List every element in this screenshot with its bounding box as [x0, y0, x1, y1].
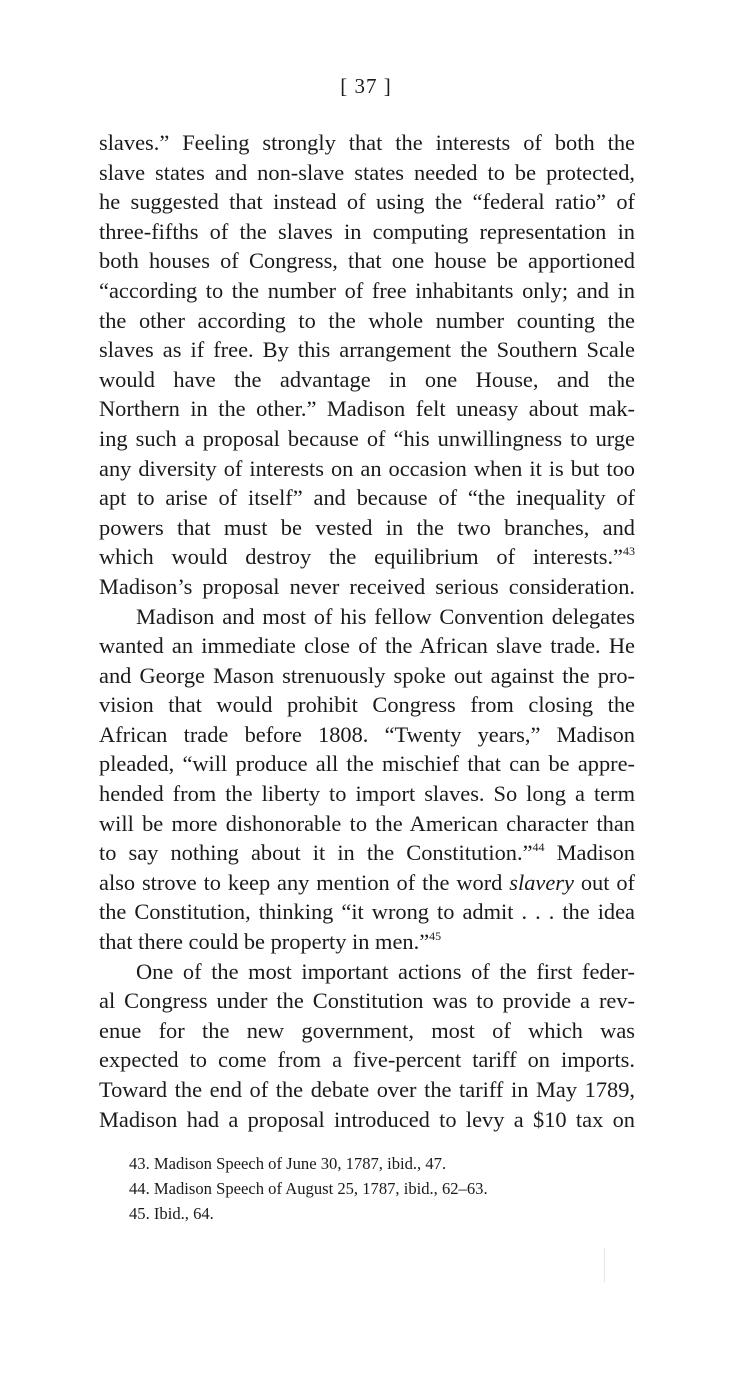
footnote-45: 45. Ibid., 64. [129, 1204, 214, 1223]
text-line: Madison and most of his fellow Convention delegates [136, 603, 635, 629]
page-number: [ 37 ] [340, 74, 392, 98]
footnote-ref-45[interactable]: 45 [429, 929, 442, 944]
text-line [99, 868, 635, 898]
text-segment: out of [573, 869, 635, 895]
text-line: slaves.” Feeling strongly that the interests of both the [99, 130, 635, 155]
text-line: “according to the number of free inhabitants only; and in [99, 277, 635, 303]
text-line: Madison had a proposal introduced to levy a $10 tax on [99, 1106, 635, 1132]
text-line: Toward the end of the debate over the tariff in May 1789, [99, 1077, 635, 1102]
scan-edge-mark [604, 1248, 605, 1282]
text-line: three-fifths of the slaves in computing representation in [99, 218, 635, 244]
footnote-ref-44[interactable]: 44 [532, 840, 545, 855]
text-line: and George Mason strenuously spoke out against the pro- [99, 662, 635, 688]
text-line: pleaded, “will produce all the mischief that can be appre- [99, 751, 635, 777]
text-line [99, 927, 635, 957]
text-line: apt to arise of itself” and because of “the inequality of [99, 485, 635, 511]
text-line: enue for the new government, most of which was [99, 1017, 635, 1043]
text-line: slave states and non-slave states needed to be protected, [99, 159, 635, 185]
text-line: any diversity of interests on an occasion when it is but too [99, 455, 635, 481]
paragraph-3 [99, 957, 635, 1135]
text-line: expected to come from a five-percent tariff on imports. [99, 1047, 635, 1073]
text-line [99, 838, 635, 868]
text-segment: Madison [544, 840, 636, 866]
text-line: powers that must be vested in the two branches, and [99, 514, 635, 540]
text-segment: also strove to keep any mention of the word [99, 869, 510, 895]
paragraph-2 [99, 602, 635, 957]
text-line: African trade before 1808. “Twenty years,” Madison [99, 721, 635, 747]
text-line [99, 542, 635, 572]
footnotes [99, 1151, 635, 1226]
text-line: he suggested that instead of using the “federal ratio” of [99, 189, 635, 215]
text-line: will be more dishonorable to the American character than [99, 810, 635, 836]
text-line: al Congress under the Constitution was to provide a rev- [99, 988, 635, 1014]
text-line: both houses of Congress, that one house be apportioned [99, 248, 635, 274]
footnote-44: 44. Madison Speech of August 25, 1787, ibid., 62–63. [129, 1179, 488, 1198]
text-line: One of the most important actions of the first feder- [136, 958, 635, 984]
footnote-43: 43. Madison Speech of June 30, 1787, ibid., 47. [129, 1154, 447, 1173]
paragraph-1 [99, 128, 635, 602]
text-line: slaves as if free. By this arrangement the Southern Scale [99, 337, 635, 363]
text-line: vision that would prohibit Congress from closing the [99, 692, 635, 718]
text-line: the other according to the whole number counting the [99, 307, 635, 333]
italic-word: slavery [509, 869, 574, 895]
text-line: wanted an immediate close of the African slave trade. He [99, 633, 635, 659]
text-segment: that there could be property in men.” [99, 929, 430, 955]
text-line: Northern in the other.” Madison felt uneasy about mak- [99, 396, 635, 422]
text-line: ing such a proposal because of “his unwillingness to urge [99, 425, 635, 451]
text-line: hended from the liberty to import slaves. So long a term [99, 781, 635, 807]
text-segment: which would destroy the equilibrium of interests.” [99, 544, 623, 570]
text-line: would have the advantage in one House, and the [99, 366, 635, 392]
footnote-ref-43[interactable]: 43 [623, 544, 635, 559]
text-line: Madison’s proposal never received serious consideration. [99, 573, 635, 599]
body-text [99, 128, 635, 1134]
text-segment: to say nothing about it in the Constitution.” [99, 840, 533, 866]
text-line: the Constitution, thinking “it wrong to admit . . . the idea [99, 899, 635, 925]
